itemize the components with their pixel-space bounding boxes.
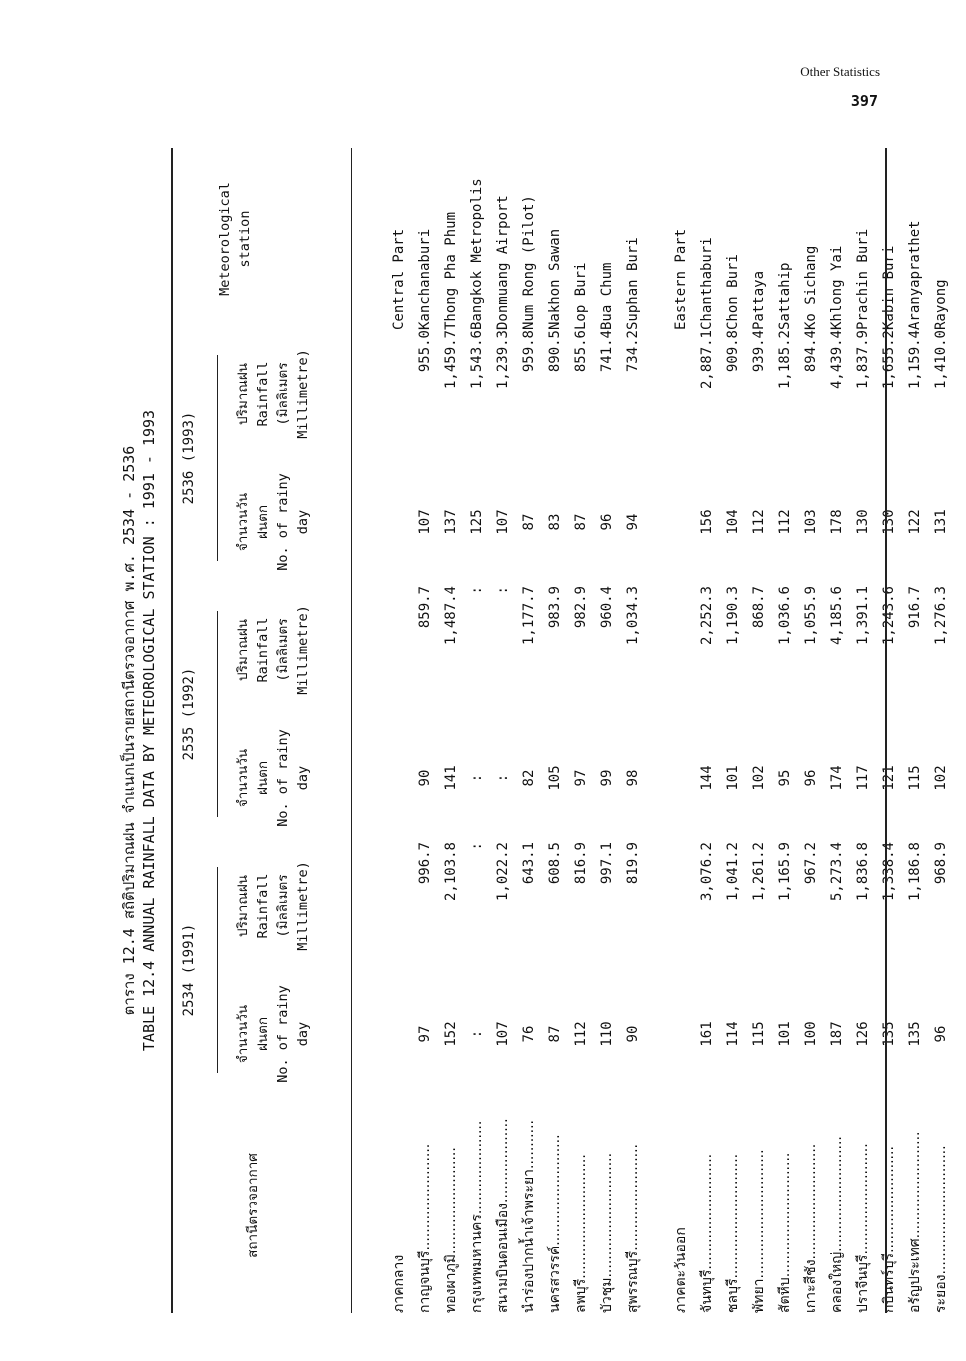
rainfall-1992: 1,487.4 (443, 586, 459, 646)
header-rain-1992 (233, 586, 313, 714)
rainfall-1991: 1,186.8 (907, 842, 923, 902)
rainfall-1991: 608.5 (547, 842, 563, 885)
rainy-days-1993: 104 (725, 509, 741, 535)
station-name-thai: กาญจนบุรี........................ (417, 1143, 433, 1313)
station-name-english: Prachin Buri (855, 228, 871, 330)
table-row (620, 148, 646, 1313)
station-name-english: Suphan Buri (625, 237, 641, 330)
rainy-days-1992: 174 (829, 765, 845, 791)
station-name-thai: นครสวรรค์......................... (547, 1134, 563, 1313)
rainy-days-1992: 98 (625, 769, 641, 787)
rainy-days-1993: 107 (495, 509, 511, 535)
table-title (117, 148, 171, 1313)
rainy-days-1991: 97 (417, 1025, 433, 1043)
rainfall-1992: 1,055.9 (803, 586, 819, 646)
rainfall-1992: 1,391.1 (855, 586, 871, 646)
rainy-days-1993: 87 (573, 513, 589, 531)
rainy-days-1992: : (495, 773, 511, 783)
station-name-thai: ปราจีนบุรี......................... (855, 1143, 871, 1313)
table-row (438, 148, 464, 1313)
rainy-days-1991: 87 (547, 1025, 563, 1043)
header-days-1991 (233, 970, 313, 1098)
rainfall-1991: 1,165.9 (777, 842, 793, 902)
header-year-1992: 2535 (1992) (181, 667, 197, 761)
rainfall-1993: 1,410.0 (933, 330, 949, 390)
rainfall-1993: 734.2 (625, 330, 641, 373)
station-name-thai: ชลบุรี............................ (725, 1153, 741, 1313)
station-name-english: Aranyaprathet (907, 220, 923, 330)
rain-label-thai: (มิลลิเมตร (275, 362, 291, 426)
rainfall-1992: 982.9 (573, 586, 589, 629)
rainy-days-1993: 112 (751, 509, 767, 535)
rainfall-1991: 643.1 (521, 842, 537, 885)
rainfall-1991: 1,041.2 (725, 842, 741, 902)
rainy-days-1993: 178 (829, 509, 845, 535)
station-name-thai: ลพบุรี............................ (573, 1154, 589, 1313)
station-name-english: Donmuang Airport (495, 195, 511, 330)
rain-label-en: Millimetre) (295, 861, 311, 951)
rainfall-1993: 939.4 (751, 330, 767, 373)
group-label-thai: ภาคกลาง (391, 1254, 407, 1313)
header-year-1991: 2534 (1991) (181, 923, 197, 1017)
rainy-days-1991: 126 (855, 1021, 871, 1047)
station-name-thai: คลองใหญ่.......................... (829, 1136, 845, 1313)
station-name-thai: สุพรรณบุรี........................ (625, 1143, 641, 1313)
rainfall-1992: 4,185.6 (829, 586, 845, 646)
rainfall-1992: 1,177.7 (521, 586, 537, 646)
rainfall-1993: 1,185.2 (777, 330, 793, 390)
rainy-days-1991: 100 (803, 1021, 819, 1047)
rainy-days-1992: : (469, 773, 485, 783)
rainy-days-1991: 114 (725, 1021, 741, 1047)
rainy-days-1992: 82 (521, 769, 537, 787)
table-row (720, 148, 746, 1313)
station-name-english: Chon Buri (725, 254, 741, 330)
rainfall-1992: 1,276.3 (933, 586, 949, 646)
station-name-thai: จันทบุรี.......................... (699, 1153, 715, 1313)
station-name-thai: กรุงเทพมหานคร..................... (469, 1120, 485, 1313)
table-row (464, 148, 490, 1313)
group-label-thai: ภาคตะวันออก (673, 1227, 689, 1313)
rainfall-1993: 855.6 (573, 330, 589, 373)
rainfall-1991: 5,273.4 (829, 842, 845, 902)
rainfall-1991: 2,103.8 (443, 842, 459, 902)
rainfall-1991: 1,261.2 (751, 842, 767, 902)
rainfall-1991: 997.1 (599, 842, 615, 885)
days-label-en: No. of rainy (275, 473, 291, 571)
days-label-thai: ฝนตก (255, 1016, 271, 1052)
group-header-row (386, 148, 412, 1313)
rainy-days-1992: 95 (777, 769, 793, 787)
bottom-rule (885, 148, 887, 1313)
rainy-days-1991: 135 (881, 1021, 897, 1047)
station-label-en: Meteorological (217, 182, 233, 296)
rainy-days-1992: 96 (803, 769, 819, 787)
rainfall-table (386, 148, 954, 1313)
rainfall-1993: 894.4 (803, 330, 819, 373)
rainy-days-1991: 161 (699, 1021, 715, 1047)
days-label-thai: จำนวนวัน (235, 492, 251, 552)
station-name-english: Kabin Buri (881, 245, 897, 330)
rainy-days-1992: 105 (547, 765, 563, 791)
station-name-thai: อรัญประเทศ........................ (907, 1131, 923, 1313)
station-name-thai: ระยอง............................. (933, 1145, 949, 1313)
rainy-days-1993: 130 (855, 509, 871, 535)
station-name-english: Khlong Yai (829, 245, 845, 330)
page-number: 397 (850, 92, 878, 110)
rainy-days-1993: 107 (417, 509, 433, 535)
rainy-days-1992: 99 (599, 769, 615, 787)
station-name-english: Bua Chum (599, 262, 615, 330)
rainy-days-1991: 187 (829, 1021, 845, 1047)
rainfall-1992: 1,034.3 (625, 586, 641, 646)
rainfall-1992: 960.4 (599, 586, 615, 629)
station-name-english: Nakhon Sawan (547, 228, 563, 330)
table-row (824, 148, 850, 1313)
rainfall-1993: 959.8 (521, 330, 537, 373)
rainy-days-1993: 125 (469, 509, 485, 535)
rainfall-1993: 2,887.1 (699, 330, 715, 390)
days-label-thai: ฝนตก (255, 760, 271, 796)
station-name-english: Chanthaburi (699, 237, 715, 330)
station-name-thai: พัทยา............................. (751, 1149, 767, 1313)
rainy-days-1993: 131 (933, 509, 949, 535)
rainy-days-1991: 76 (521, 1025, 537, 1043)
rainfall-1991: 1,022.2 (495, 842, 511, 902)
rainfall-1993: 4,439.4 (829, 330, 845, 390)
rainy-days-1992: 101 (725, 765, 741, 791)
days-label-en: No. of rainy (275, 985, 291, 1083)
rain-label-thai: ปริมาณฝน (235, 619, 251, 681)
station-name-thai: นำร่องปากน้ำเจ้าพระยา........... (521, 1120, 537, 1313)
rainfall-1992: 868.7 (751, 586, 767, 629)
column-header (173, 148, 351, 1313)
rainy-days-1991: 110 (599, 1021, 615, 1047)
station-name-english: Sattahip (777, 262, 793, 330)
rainy-days-1993: 122 (907, 509, 923, 535)
table-row (412, 148, 438, 1313)
table-row (876, 148, 902, 1313)
rainy-days-1993: 156 (699, 509, 715, 535)
header-days-1992 (233, 714, 313, 842)
rainy-days-1992: 102 (751, 765, 767, 791)
rainy-days-1993: 96 (599, 513, 615, 531)
rainy-days-1993: 137 (443, 509, 459, 535)
rainfall-1993: 741.4 (599, 330, 615, 373)
table-row (694, 148, 720, 1313)
year-underline (217, 867, 218, 1073)
table-row (798, 148, 824, 1313)
group-header-row (668, 148, 694, 1313)
table-row (516, 148, 542, 1313)
rainy-days-1992: 90 (417, 769, 433, 787)
rainy-days-1991: : (469, 1029, 485, 1039)
rain-label-thai: (มิลลิเมตร (275, 618, 291, 682)
rainfall-1993: 1,459.7 (443, 330, 459, 390)
title-english: TABLE 12.4 ANNUAL RAINFALL DATA BY METEOROLOGICAL STATION : 1991 - 1993 (140, 409, 158, 1052)
rainfall-1991: 1,338.4 (881, 842, 897, 902)
station-name-thai: สนามบินดอนเมือง................... (495, 1118, 511, 1313)
rainy-days-1993: 112 (777, 509, 793, 535)
rainfall-1991: 996.7 (417, 842, 433, 885)
rainy-days-1992: 117 (855, 765, 871, 791)
rainy-days-1993: 103 (803, 509, 819, 535)
rainy-days-1992: 97 (573, 769, 589, 787)
table-row (902, 148, 928, 1313)
rain-label-thai: ปริมาณฝน (235, 875, 251, 937)
header-station-thai: สถานีตรวจอากาศ (245, 1153, 261, 1258)
table-row (542, 148, 568, 1313)
rainy-days-1991: 112 (573, 1021, 589, 1047)
year-underline (217, 611, 218, 817)
rainy-days-1993: 94 (625, 513, 641, 531)
station-name-english: Kanchanaburi (417, 228, 433, 330)
rainfall-1992: 859.7 (417, 586, 433, 629)
rainfall-1992: 916.7 (907, 586, 923, 629)
rain-label-thai: (มิลลิเมตร (275, 874, 291, 938)
rainfall-1992: 1,243.6 (881, 586, 897, 646)
rain-label-thai: ปริมาณฝน (235, 363, 251, 425)
station-name-english: Ko Sichang (803, 245, 819, 330)
station-name-english: Rayong (933, 279, 949, 330)
rainfall-1993: 955.0 (417, 330, 433, 373)
rainy-days-1991: 107 (495, 1021, 511, 1047)
rainfall-1992: : (495, 586, 511, 595)
days-label-thai: ฝนตก (255, 504, 271, 540)
rainfall-1991: 816.9 (573, 842, 589, 885)
station-name-english: Thong Pha Phum (443, 211, 459, 330)
rainfall-1991: 1,836.8 (855, 842, 871, 902)
header-year-1993: 2536 (1993) (181, 411, 197, 505)
rainfall-1991: 968.9 (933, 842, 949, 885)
rainy-days-1992: 141 (443, 765, 459, 791)
rainfall-1993: 1,655.2 (881, 330, 897, 390)
rainfall-1992: : (469, 586, 485, 595)
rainfall-1991: 3,076.2 (699, 842, 715, 902)
table-row (928, 148, 954, 1313)
table-row (746, 148, 772, 1313)
days-label-thai: จำนวนวัน (235, 748, 251, 808)
table-row (490, 148, 516, 1313)
header-rule (351, 148, 352, 1313)
rainy-days-1992: 144 (699, 765, 715, 791)
rainy-days-1992: 121 (881, 765, 897, 791)
header-rain-1991 (233, 842, 313, 970)
days-label-en: No. of rainy (275, 729, 291, 827)
rainy-days-1993: 83 (547, 513, 563, 531)
rotated-table-block (117, 148, 949, 1313)
rainfall-1992: 1,036.6 (777, 586, 793, 646)
rainfall-1991: 967.2 (803, 842, 819, 885)
header-station-english (215, 148, 255, 330)
station-name-thai: สัตหีบ............................ (777, 1152, 793, 1313)
rain-label-en: Rainfall (255, 873, 271, 939)
rainfall-1993: 1,543.6 (469, 330, 485, 390)
rain-label-en: Millimetre) (295, 349, 311, 439)
year-underline (217, 355, 218, 561)
table-row (772, 148, 798, 1313)
station-name-thai: กบินทร์บุรี........................ (881, 1146, 897, 1313)
rainy-days-1993: 130 (881, 509, 897, 535)
rainy-days-1991: 135 (907, 1021, 923, 1047)
rainy-days-1992: 115 (907, 765, 923, 791)
station-name-english: Lop Buri (573, 262, 589, 330)
rain-label-en: Rainfall (255, 617, 271, 683)
station-name-english: Bangkok Metropolis (469, 178, 485, 330)
rain-label-en: Millimetre) (295, 605, 311, 695)
rainy-days-1991: 90 (625, 1025, 641, 1043)
days-label-en: day (295, 765, 311, 791)
header-days-1993 (233, 458, 313, 586)
group-label-english: Central Part (391, 228, 407, 330)
header-rain-1993 (233, 330, 313, 458)
table-row (568, 148, 594, 1313)
rainy-days-1992: 102 (933, 765, 949, 791)
days-label-en: day (295, 1021, 311, 1047)
group-spacer (646, 148, 668, 1313)
section-label: Other Statistics (800, 64, 880, 79)
rainfall-1993: 1,159.4 (907, 330, 923, 390)
rainfall-1991: 819.9 (625, 842, 641, 885)
rainfall-1992: 1,190.3 (725, 586, 741, 646)
rainy-days-1991: 152 (443, 1021, 459, 1047)
group-label-english: Eastern Part (673, 228, 689, 330)
rainfall-1993: 1,239.3 (495, 330, 511, 390)
station-name-thai: บัวชุม............................ (599, 1152, 615, 1313)
table-row (594, 148, 620, 1313)
days-label-thai: จำนวนวัน (235, 1004, 251, 1064)
table-row (850, 148, 876, 1313)
rainfall-1992: 2,252.3 (699, 586, 715, 646)
station-name-thai: ทองผาภูมิ........................ (443, 1147, 459, 1313)
rainfall-1993: 1,837.9 (855, 330, 871, 390)
station-label-en: station (237, 210, 253, 268)
rainy-days-1991: 96 (933, 1025, 949, 1043)
rainfall-1993: 909.8 (725, 330, 741, 373)
days-label-en: day (295, 509, 311, 535)
rainy-days-1991: 115 (751, 1021, 767, 1047)
rainy-days-1993: 87 (521, 513, 537, 531)
rainfall-1993: 890.5 (547, 330, 563, 373)
title-thai: ตาราง 12.4 สถิติปริมาณฝน จำแนกเป็นรายสถานีตรวจอากาศ พ.ศ. 2534 - 2536 (120, 445, 138, 1016)
station-name-english: Pattaya (751, 270, 767, 330)
rain-label-en: Rainfall (255, 361, 271, 427)
station-name-english: Num Rong (Pilot) (521, 195, 537, 330)
rainfall-1991: : (469, 842, 485, 851)
station-name-thai: เกาะสีชัง.......................... (803, 1143, 819, 1313)
rainy-days-1991: 101 (777, 1021, 793, 1047)
rainfall-1992: 983.9 (547, 586, 563, 629)
